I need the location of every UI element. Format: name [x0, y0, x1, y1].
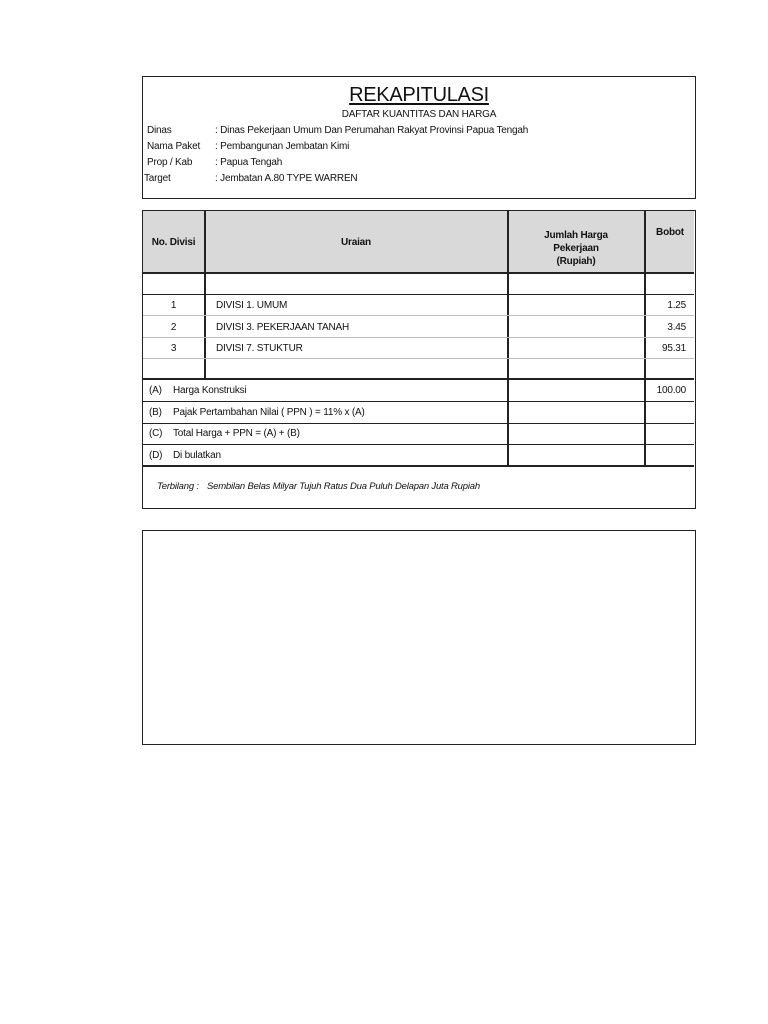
- info-value-target: : Jembatan A.80 TYPE WARREN: [215, 173, 358, 184]
- row-no: 2: [170, 322, 177, 333]
- terbilang-top-line: [143, 465, 694, 467]
- summary-code-c: (C): [149, 428, 163, 439]
- row-no: 1: [170, 300, 177, 311]
- column-header-jumlah: [509, 229, 643, 268]
- recap-table: [142, 210, 696, 509]
- info-label-dinas: Dinas: [147, 125, 172, 136]
- info-value-dinas: : Dinas Pekerjaan Umum Dan Perumahan Rakyat Provinsi Papua Tengah: [215, 125, 529, 136]
- column-header-jumlah-line1: Jumlah Harga: [544, 230, 608, 241]
- row-uraian: DIVISI 1. UMUM: [216, 300, 288, 311]
- summary-code-a: (A): [149, 385, 162, 396]
- column-header-jumlah-line2: Pekerjaan: [553, 243, 599, 254]
- row-no: 3: [170, 343, 177, 354]
- row-line: [143, 444, 694, 445]
- row-bobot: 1.25: [667, 300, 686, 311]
- header-bottom-line: [143, 272, 694, 274]
- row-bobot: 95.31: [661, 343, 686, 354]
- summary-bobot-a: 100.00: [656, 385, 686, 396]
- empty-box: [142, 530, 696, 745]
- row-line: [143, 294, 694, 295]
- row-bobot: 3.45: [667, 322, 686, 333]
- document-title: REKAPITULASI: [349, 84, 489, 106]
- summary-top-line: [143, 378, 694, 380]
- column-header-uraian: Uraian: [341, 237, 371, 248]
- terbilang-label: Terbilang :: [157, 481, 199, 492]
- info-value-prop-kab: : Papua Tengah: [215, 157, 283, 168]
- summary-label-d: Di bulatkan: [173, 450, 221, 461]
- row-line: [143, 401, 694, 402]
- row-uraian: DIVISI 7. STUKTUR: [216, 343, 303, 354]
- summary-label-b: Pajak Pertambahan Nilai ( PPN ) = 11% x (A): [173, 407, 365, 418]
- row-line: [143, 337, 694, 338]
- info-label-nama-paket: Nama Paket: [147, 141, 201, 152]
- document-subtitle: DAFTAR KUANTITAS DAN HARGA: [341, 109, 497, 120]
- header-box: [142, 76, 696, 199]
- column-header-jumlah-line3: (Rupiah): [556, 256, 596, 267]
- summary-label-a: Harga Konstruksi: [173, 385, 247, 396]
- info-label-target: Target: [144, 173, 171, 184]
- row-line: [143, 423, 694, 424]
- summary-code-d: (D): [149, 450, 163, 461]
- row-uraian: DIVISI 3. PEKERJAAN TANAH: [216, 322, 350, 333]
- column-header-no-divisi: No. Divisi: [151, 237, 196, 248]
- row-line: [143, 315, 694, 316]
- summary-label-c: Total Harga + PPN = (A) + (B): [173, 428, 300, 439]
- terbilang-value: Sembilan Belas Milyar Tujuh Ratus Dua Puluh Delapan Juta Rupiah: [207, 481, 480, 492]
- info-value-nama-paket: : Pembangunan Jembatan Kimi: [215, 141, 350, 152]
- row-line: [143, 358, 694, 359]
- summary-code-b: (B): [149, 407, 162, 418]
- column-divider-jumlah: [644, 211, 646, 466]
- column-header-bobot: Bobot: [656, 227, 684, 238]
- info-label-prop-kab: Prop / Kab: [147, 157, 193, 168]
